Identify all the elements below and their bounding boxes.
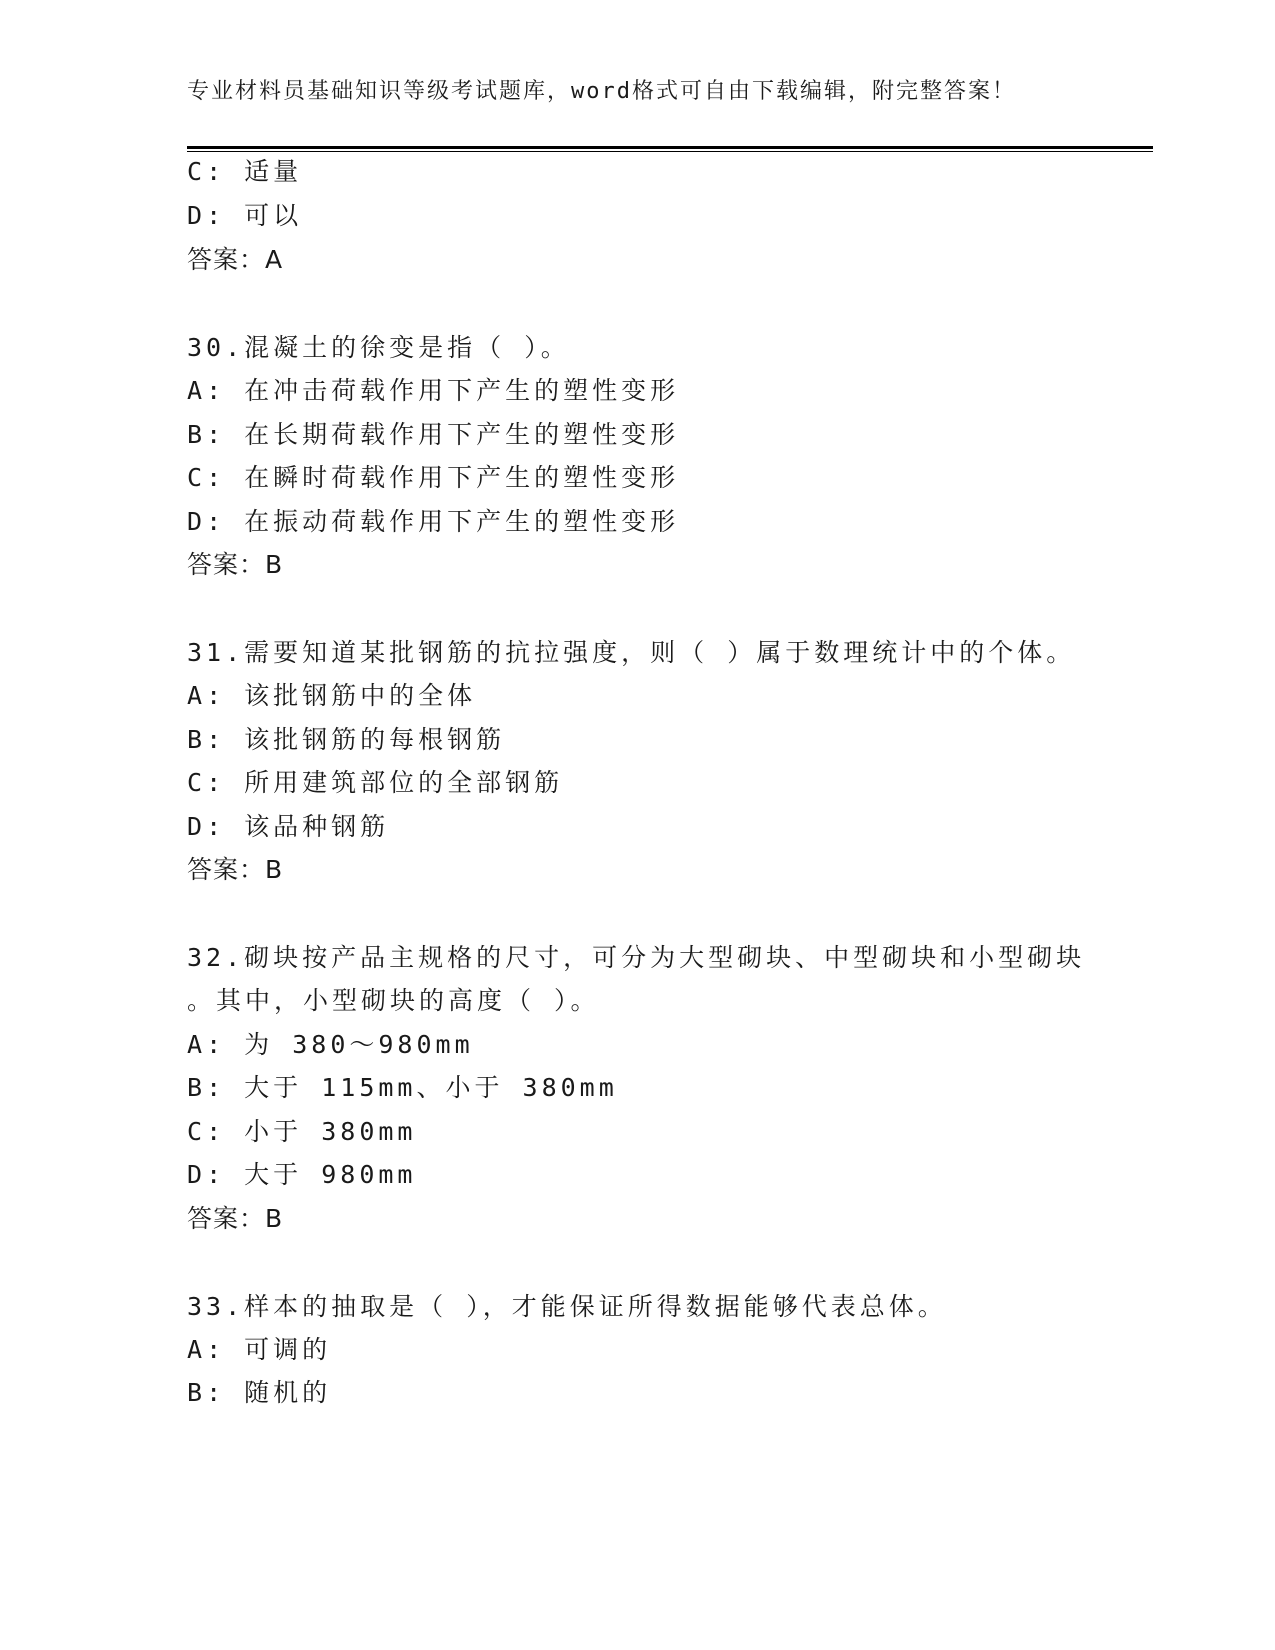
answer-line: 答案：B — [187, 550, 284, 579]
option-line: D: 在振动荷载作用下产生的塑性变形 — [187, 507, 680, 536]
answer-line: 答案：B — [187, 855, 284, 884]
option-line: C: 在瞬时荷载作用下产生的塑性变形 — [187, 463, 680, 492]
answer-line: 答案：B — [187, 1204, 284, 1233]
header-rule-thick — [187, 146, 1153, 149]
question-stem: 30.混凝土的徐变是指（ ）。 — [187, 333, 570, 362]
option-line: C: 小于 380mm — [187, 1117, 417, 1146]
question-stem: 32.砌块按产品主规格的尺寸，可分为大型砌块、中型砌块和小型砌块 — [187, 943, 1086, 972]
option-line: B: 在长期荷载作用下产生的塑性变形 — [187, 420, 680, 449]
question-stem: 33.样本的抽取是（ ），才能保证所得数据能够代表总体。 — [187, 1292, 947, 1321]
option-line: A: 在冲击荷载作用下产生的塑性变形 — [187, 376, 680, 405]
option-line: D: 可以 — [187, 201, 303, 230]
option-line: C: 所用建筑部位的全部钢筋 — [187, 768, 564, 797]
option-line: A: 可调的 — [187, 1335, 332, 1364]
option-line: B: 随机的 — [187, 1378, 332, 1407]
option-line: C: 适量 — [187, 157, 303, 186]
question-stem-continuation: 。其中，小型砌块的高度（ ）。 — [187, 986, 600, 1015]
answer-line: 答案：A — [187, 245, 284, 274]
page-header: 专业材料员基础知识等级考试题库，word格式可自由下载编辑，附完整答案！ — [187, 79, 1016, 104]
header-rule-thin — [187, 151, 1153, 152]
option-line: A: 为 380～980mm — [187, 1030, 474, 1059]
question-stem: 31.需要知道某批钢筋的抗拉强度，则（ ）属于数理统计中的个体。 — [187, 638, 1076, 667]
option-line: A: 该批钢筋中的全体 — [187, 681, 477, 710]
option-line: B: 大于 115mm、小于 380mm — [187, 1073, 618, 1102]
option-line: D: 该品种钢筋 — [187, 812, 390, 841]
option-line: D: 大于 980mm — [187, 1160, 417, 1189]
option-line: B: 该批钢筋的每根钢筋 — [187, 725, 506, 754]
